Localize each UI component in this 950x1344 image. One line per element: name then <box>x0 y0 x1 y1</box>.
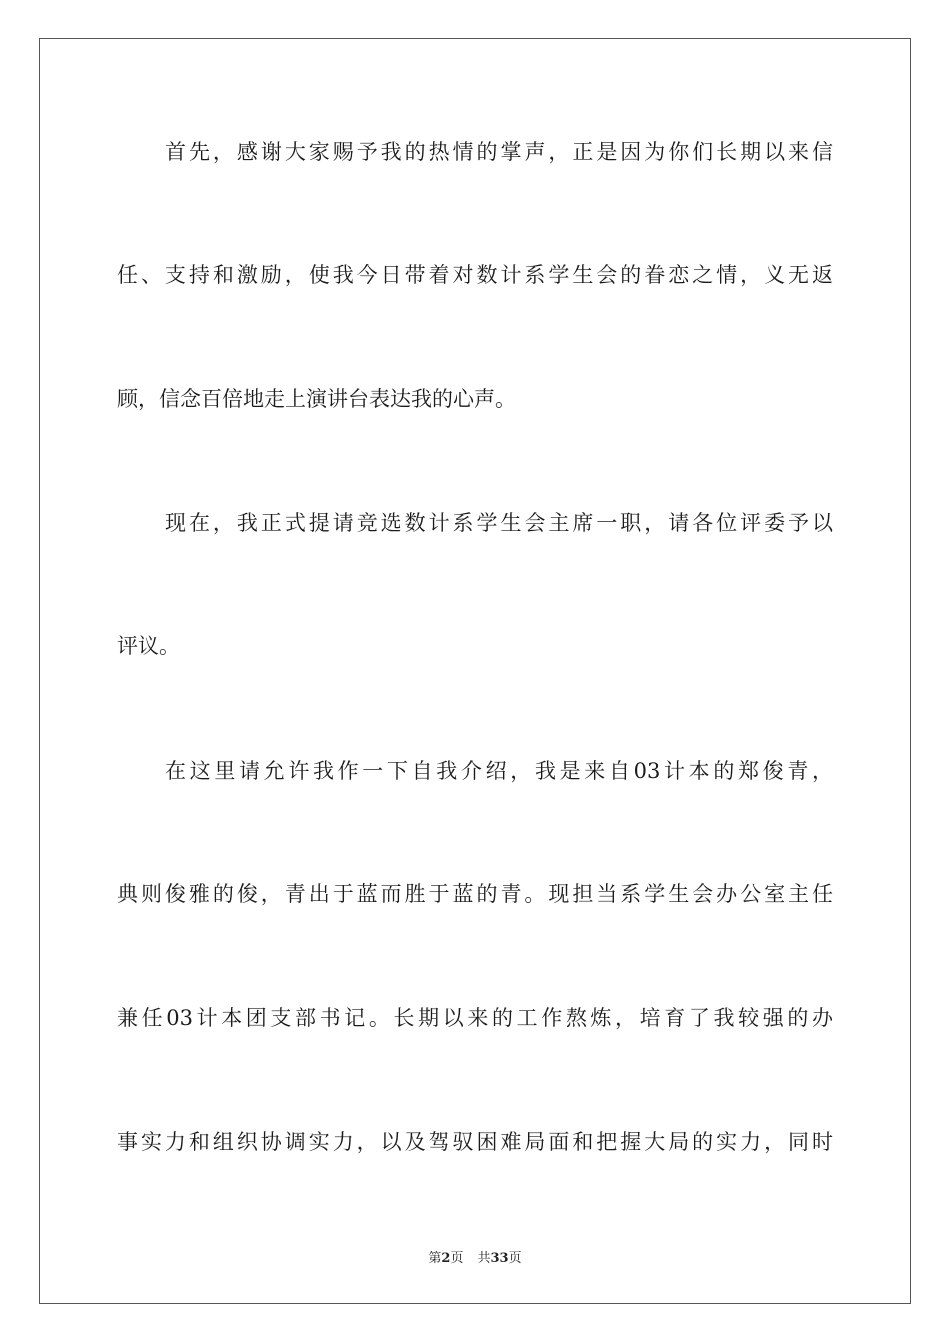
page-footer <box>0 1247 950 1266</box>
text-line-8: 兼任03计本团支部书记。长期以来的工作熬炼，培育了我较强的办 <box>117 1006 833 1030</box>
text-line-5: 评议。 <box>117 634 180 658</box>
total-prefix: 共 <box>477 1251 491 1266</box>
page-frame <box>39 38 911 1304</box>
text-line-6: 在这里请允许我作一下自我介绍，我是来自03计本的郑俊青， <box>165 759 833 783</box>
text-line-4: 现在，我正式提请竞选数计系学生会主席一职，请各位评委予以 <box>165 511 833 535</box>
total-pages: 33 <box>490 1251 509 1266</box>
total-suffix: 页 <box>508 1251 522 1266</box>
text-line-2: 任、支持和激励，使我今日带着对数计系学生会的眷恋之情，义无返 <box>117 263 833 287</box>
text-line-7: 典则俊雅的俊，青出于蓝而胜于蓝的青。现担当系学生会办公室主任 <box>117 882 833 906</box>
text-line-1: 首先，感谢大家赐予我的热情的掌声，正是因为你们长期以来信 <box>165 140 833 164</box>
page-number: 2 <box>441 1251 451 1266</box>
text-line-9: 事实力和组织协调实力，以及驾驭困难局面和把握大局的实力，同时 <box>117 1130 833 1154</box>
page-prefix: 第 <box>428 1251 442 1266</box>
text-line-3: 顾，信念百倍地走上演讲台表达我的心声。 <box>117 387 516 411</box>
page-suffix: 页 <box>450 1251 464 1266</box>
